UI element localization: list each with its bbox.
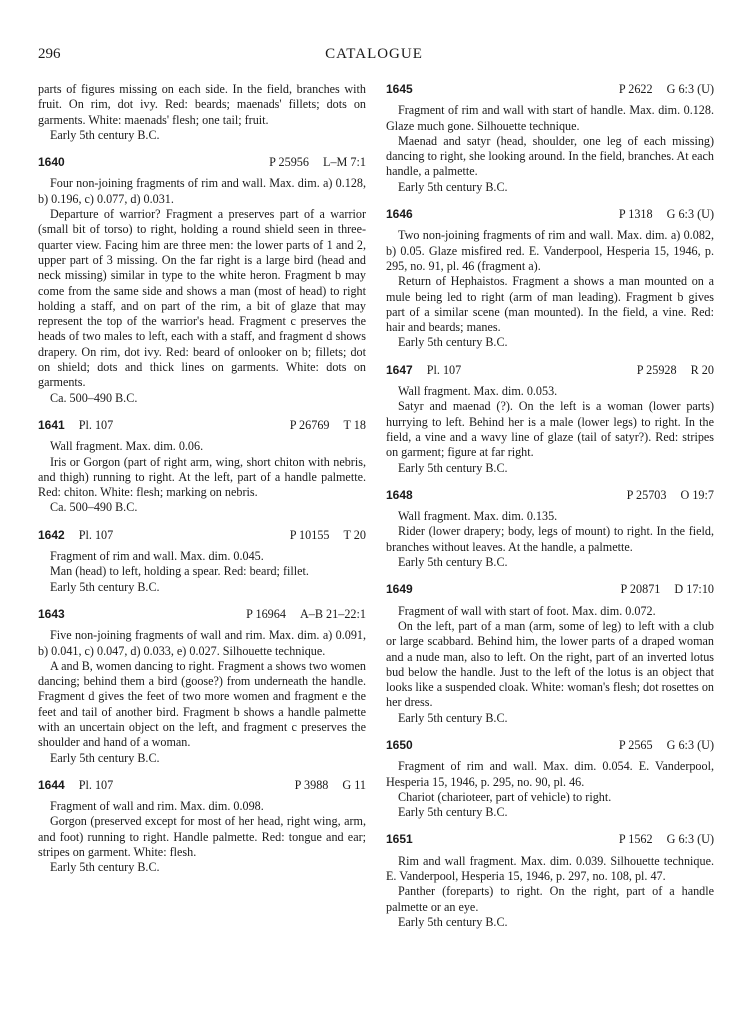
entry-number: 1644	[38, 777, 65, 792]
entry-number: 1647	[386, 362, 413, 377]
findspot-reference: G 6:3 (U)	[666, 207, 714, 222]
findspot-reference: G 6:3 (U)	[666, 737, 714, 752]
inventory-number: P 25703	[626, 487, 667, 502]
entry-date: Early 5th century B.C.	[398, 335, 508, 350]
entry-paragraph: Satyr and maenad (?). On the left is a woman (lower parts) hurrying to left. Behind her is a male (lower legs) to right. In the field, a vine and a wavy line of glaze (tail of satyr?). Red: stripes on garment; figure at far right.	[386, 399, 714, 460]
catalogue-entry	[38, 155, 366, 406]
entry-date: Early 5th century B.C.	[398, 914, 508, 929]
findspot-reference: A–B 21–22:1	[299, 606, 366, 621]
entry-number: 1646	[386, 207, 413, 222]
catalogue-entry	[386, 832, 714, 930]
entry-paragraph: On the left, part of a man (arm, some of leg) to left with a club or large scabbard. Behind him, the lower parts of a draped woman and a nude man, also to left. On the right, part of an inverted lotus bud below the handle. Just to the left of the lotus is an object that looks like a suspended cloak. White: woman's flesh; dot rosettes on her dress.	[386, 618, 714, 710]
inventory-number: P 1318	[618, 207, 653, 222]
entry-paragraph: Fragment of rim and wall with start of handle. Max. dim. 0.128. Glaze much gone. Silhouette technique.	[386, 103, 714, 133]
catalogue-entry	[386, 488, 714, 570]
entry-number: 1640	[38, 155, 65, 170]
catalogue-entry	[386, 363, 714, 476]
findspot-reference: D 17:10	[674, 582, 714, 597]
catalogue-entry	[38, 607, 366, 766]
findspot-reference: O 19:7	[680, 487, 714, 502]
entry-paragraph: Two non-joining fragments of rim and wall. Max. dim. a) 0.082, b) 0.05. Glaze misfired red. E. Vanderpool, Hesperia 15, 1946, p. 295, no. 91, pl. 46 (fragment a).	[386, 228, 714, 273]
plate-reference: Pl. 107	[78, 777, 114, 792]
entry-header	[386, 582, 714, 597]
catalogue-entry	[38, 528, 366, 595]
right-entries	[386, 82, 714, 930]
findspot-reference: L–M 7:1	[323, 155, 366, 170]
inventory-number: P 26769	[289, 417, 330, 432]
entry-header	[38, 778, 366, 793]
plate-reference: Pl. 107	[78, 527, 114, 542]
entry-paragraph: Fragment of rim and wall. Max. dim. 0.045.	[50, 549, 264, 564]
catalogue-entry	[386, 207, 714, 351]
entry-paragraph: Wall fragment. Max. dim. 0.053.	[398, 384, 558, 399]
entry-paragraph: Rim and wall fragment. Max. dim. 0.039. Silhouette technique. E. Vanderpool, Hesperia 15, 1946, p. 297, no. 108, pl. 47.	[386, 853, 714, 884]
plate-reference: Pl. 107	[78, 417, 114, 432]
entry-date: Early 5th century B.C.	[398, 179, 508, 194]
entry-paragraph: Gorgon (preserved except for most of her head, right wing, arm, and foot) running to right. Handle palmette. Red: tongue and ear; stripes on garment. White: flesh.	[38, 814, 366, 860]
entry-paragraph: Four non-joining fragments of rim and wall. Max. dim. a) 0.128, b) 0.196, c) 0.077, d) 0.031.	[38, 176, 366, 206]
entry-paragraph: Fragment of wall with start of foot. Max. dim. 0.072.	[398, 603, 656, 618]
page-header	[0, 46, 748, 68]
entry-header	[386, 363, 714, 378]
entry-number: 1650	[386, 737, 413, 752]
findspot-reference: R 20	[690, 362, 714, 377]
findspot-reference: G 6:3 (U)	[666, 82, 714, 96]
findspot-reference: T 20	[343, 527, 366, 542]
entry-paragraph: Chariot (charioteer, part of vehicle) to right.	[398, 789, 612, 804]
inventory-number: P 25956	[269, 155, 309, 170]
entry-date: Early 5th century B.C.	[50, 579, 160, 594]
entry-date: Early 5th century B.C.	[398, 460, 508, 475]
inventory-number: P 2622	[618, 82, 653, 96]
entry-paragraph: Maenad and satyr (head, shoulder, one leg of each missing) dancing to right, she looking around. In the field, branches. At each handle, a palmette.	[386, 133, 714, 179]
entry-date: Early 5th century B.C.	[398, 555, 508, 570]
entry-header	[386, 207, 714, 222]
entry-header	[38, 607, 366, 622]
catalogue-entry	[386, 82, 714, 195]
findspot-reference: T 18	[343, 417, 366, 432]
entry-header	[38, 418, 366, 433]
entry-paragraph: A and B, women dancing to right. Fragment a shows two women dancing; behind them a bird (goose?) from underneath the handle. Fragment d gives the feet of two more women and fragment e the feet and tail of another bird. Fragment b shows a handle palmette with an uncertain object on the left, and fragment c preserves the shoulder and hand of a woman.	[38, 658, 366, 750]
catalogue-entry	[38, 778, 366, 876]
entry-number: 1641	[38, 417, 65, 432]
entry-paragraph: Five non-joining fragments of wall and rim. Max. dim. a) 0.091, b) 0.041, c) 0.047, d) 0.033, e) 0.027. Silhouette technique.	[38, 628, 366, 658]
entry-number: 1645	[386, 82, 413, 96]
entry-number: 1649	[386, 582, 413, 597]
entry-paragraph: parts of figures missing on each side. In the field, branches with fruit. On rim, dot ivy. Red: beards; maenads' fillets; dots on garments. White: maenads' flesh; one tail; fruit.	[38, 82, 366, 127]
inventory-number: P 1562	[618, 832, 653, 847]
inventory-number: P 10155	[289, 527, 330, 542]
entry-paragraph: Rider (lower drapery; body, legs of mount) to right. In the field, branches without leaves. At the handle, a palmette.	[386, 524, 714, 554]
page-number: 296	[38, 46, 61, 62]
inventory-number: P 20871	[620, 582, 661, 597]
entry-paragraph: Departure of warrior? Fragment a preserves part of a warrior (small bit of torso) to right, holding a round shield seen in three-quarter view. Facing him are three men: the lower parts of 1 and 2, upper part of 3 missing. On the far right is a large bird (head and neck missing) similar in type to the white heron. Fragment b may come from the same side and shows a man (most of head) to right holding a staff, and on part of the rim, a bit of glaze that may represent the top of the warrior's head. Fragment c preserves the heads of two males to left, each with a staff, and fragment d shows drapery. On rim, dot ivy. Red: beard of onlooker on b; fillets; dot on shield; dots and thick lines on garments. White: dots on garments.	[38, 207, 366, 390]
entry-paragraph: Wall fragment. Max. dim. 0.135.	[398, 509, 558, 524]
entry-number: 1642	[38, 527, 65, 542]
entry-paragraph: Fragment of wall and rim. Max. dim. 0.098.	[50, 799, 264, 814]
inventory-number: P 25928	[636, 362, 677, 377]
plate-reference: Pl. 107	[426, 362, 462, 377]
catalogue-entry	[386, 738, 714, 820]
entry-number: 1648	[386, 487, 413, 502]
entry-number: 1651	[386, 832, 413, 847]
entry-header	[386, 832, 714, 847]
catalogue-entry	[386, 582, 714, 726]
findspot-reference: G 11	[342, 777, 366, 792]
entry-paragraph: Panther (foreparts) to right. On the right, part of a handle palmette or an eye.	[386, 884, 714, 914]
entry-date: Early 5th century B.C.	[50, 860, 160, 875]
entry-paragraph: Iris or Gorgon (part of right arm, wing, short chiton with nebris, and thigh) running to right. At the left, part of a handle palmette. Red: chiton. White: flesh; marking on nebris.	[38, 454, 366, 500]
left-entries	[38, 155, 366, 875]
entry-header	[38, 155, 366, 170]
entry-paragraph: Fragment of rim and wall. Max. dim. 0.054. E. Vanderpool, Hesperia 15, 1946, p. 295, no. 90, pl. 46.	[386, 759, 714, 789]
entry-header	[38, 528, 366, 543]
entry-date: Early 5th century B.C.	[398, 805, 508, 820]
entry-header	[386, 738, 714, 753]
entry-date: Early 5th century B.C.	[50, 750, 160, 765]
inventory-number: P 16964	[246, 606, 286, 621]
entry-header	[386, 488, 714, 503]
right-column	[386, 82, 714, 930]
entry-date: Ca. 500–490 B.C.	[50, 390, 138, 405]
entry-paragraph: Wall fragment. Max. dim. 0.06.	[50, 439, 204, 454]
entry-header	[386, 82, 714, 97]
running-title: CATALOGUE	[325, 46, 423, 62]
catalogue-entry	[38, 418, 366, 516]
entry-date: Early 5th century B.C.	[50, 127, 160, 142]
entry-paragraph: Return of Hephaistos. Fragment a shows a man mounted on a mule being led to right (arm of man leading). Fragment b gives part of a similar scene (man mounted). In the field, a vine. Red: hair and beards; manes.	[386, 274, 714, 335]
inventory-number: P 2565	[618, 737, 653, 752]
left-column	[38, 82, 366, 876]
continued-entry	[38, 82, 366, 143]
entry-date: Early 5th century B.C.	[398, 710, 508, 725]
entry-paragraph: Man (head) to left, holding a spear. Red: beard; fillet.	[50, 564, 309, 579]
entry-number: 1643	[38, 606, 65, 621]
inventory-number: P 3988	[294, 777, 329, 792]
findspot-reference: G 6:3 (U)	[666, 832, 714, 847]
entry-date: Ca. 500–490 B.C.	[50, 500, 138, 515]
